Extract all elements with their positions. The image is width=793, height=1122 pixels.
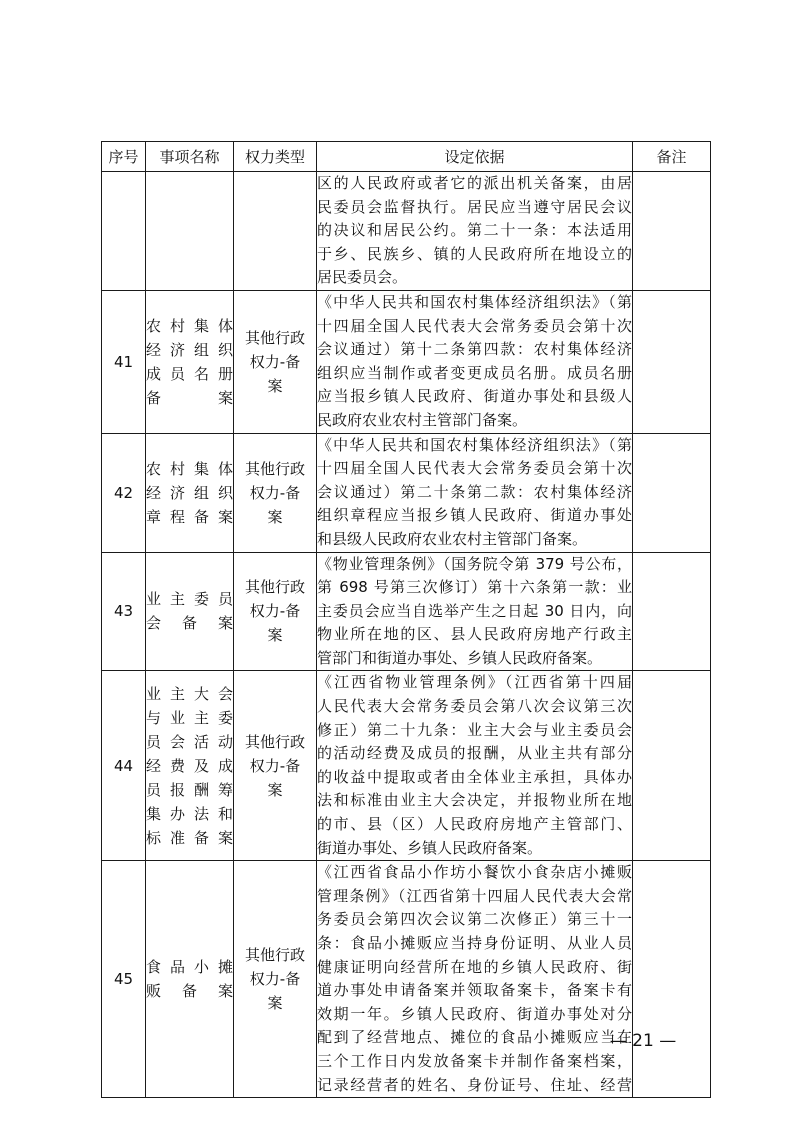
table-row xyxy=(102,552,711,671)
power-type-line: 其他行政 xyxy=(244,459,305,478)
legal-basis-line: 《物业管理条例》（国务院令第 379 号公布， xyxy=(317,554,632,573)
legal-basis-line: 条：食品小摊贩应当持身份证明、从业人员 xyxy=(317,934,632,952)
cell-legal-basis xyxy=(317,290,633,433)
cell-serial: 45 xyxy=(102,861,146,1098)
legal-basis-line: 和县级人民政府农业农村主管部门备案。 xyxy=(317,529,588,548)
header-serial: 序号 xyxy=(102,142,146,172)
legal-basis-line: 记录经营者的姓名、身份证号、住址、经营 xyxy=(317,1075,632,1094)
header-remarks: 备注 xyxy=(633,142,711,172)
legal-basis-line: 《江西省食品小作坊小餐饮小食杂店小摊贩 xyxy=(317,863,632,882)
table-row xyxy=(102,861,711,1098)
cell-remarks xyxy=(633,433,711,552)
cell-legal-basis xyxy=(317,172,633,291)
legal-basis-line: 管部门和街道办事处、乡镇人民政府备案。 xyxy=(317,648,603,667)
power-type-line: 权力-备 xyxy=(249,970,301,989)
legal-basis-line: 十四届全国人民代表大会常务委员会第十次 xyxy=(317,459,632,478)
cell-serial: 43 xyxy=(102,552,146,671)
cell-serial: 42 xyxy=(102,433,146,552)
item-name-line: 经济组织 xyxy=(146,340,233,359)
cell-power-type xyxy=(234,290,317,433)
table-row xyxy=(102,433,711,552)
item-name-line: 经济组织 xyxy=(146,483,233,502)
power-type-line: 其他行政 xyxy=(244,732,305,751)
legal-basis-line: 的收益中提取或者由全体业主承担，具体办 xyxy=(317,767,632,786)
legal-basis-line: 《江西省物业管理条例》（江西省第十四届 xyxy=(317,673,632,692)
cell-serial xyxy=(102,172,146,291)
legal-basis-line: 的市、县（区）人民政府房地产主管部门、 xyxy=(317,815,632,834)
cell-remarks xyxy=(633,861,711,1098)
item-name-line: 与业主委 xyxy=(146,708,233,727)
cell-remarks xyxy=(633,290,711,433)
cell-item-name xyxy=(146,433,234,552)
header-power-type: 权力类型 xyxy=(234,142,317,172)
legal-basis-line: 民委员会监督执行。居民应当遵守居民会议 xyxy=(317,197,632,216)
power-type-line: 案 xyxy=(267,507,283,526)
legal-basis-line: 民政府农业农村主管部门备案。 xyxy=(317,410,528,429)
cell-item-name xyxy=(146,290,234,433)
cell-power-type xyxy=(234,433,317,552)
power-type-line: 案 xyxy=(267,994,283,1013)
table-row xyxy=(102,671,711,861)
item-name-line: 贩备案 xyxy=(146,982,233,1001)
item-name-line: 章程备案 xyxy=(146,507,233,526)
legal-basis-line: 的决议和居民公约。第二十一条：本法适用 xyxy=(317,221,632,240)
legal-basis-line: 十四届全国人民代表大会常务委员会第十次 xyxy=(317,316,632,335)
legal-basis-line: 效期一年。乡镇人民政府、街道办事处对分 xyxy=(317,1004,632,1023)
legal-basis-line: 《中华人民共和国农村集体经济组织法》（第 xyxy=(317,435,632,454)
item-name-line: 成员名册 xyxy=(146,364,233,383)
legal-basis-line: 于乡、民族乡、镇的人民政府所在地设立的 xyxy=(317,244,632,263)
legal-basis-line: 法和标准由业主大会决定，并报物业所在地 xyxy=(317,791,632,810)
legal-basis-line: 区的人民政府或者它的派出机关备案，由居 xyxy=(317,174,632,192)
legal-basis-line: 的活动经费及成员的报酬，从业主共有部分 xyxy=(317,744,632,763)
cell-item-name xyxy=(146,861,234,1098)
power-type-line: 案 xyxy=(267,626,283,645)
table-row xyxy=(102,172,711,291)
legal-basis-line: 人民代表大会常务委员会第八次会议第三次 xyxy=(317,697,632,716)
cell-item-name xyxy=(146,172,234,291)
item-name-line: 农村集体 xyxy=(146,459,233,478)
item-name-line: 标准备案 xyxy=(146,828,233,847)
table-row xyxy=(102,290,711,433)
cell-power-type xyxy=(234,552,317,671)
legal-basis-line: 应当报乡镇人民政府、街道办事处和县级人 xyxy=(317,387,632,406)
legal-basis-line: 第 698 号第三次修订）第十六条第一款：业 xyxy=(317,578,632,597)
power-type-line: 权力-备 xyxy=(249,352,301,371)
item-name-line: 业主大会 xyxy=(146,684,233,703)
page-number: — 21 — xyxy=(609,1031,677,1051)
legal-basis-line: 道办事处申请备案并领取备案卡，备案卡有 xyxy=(317,981,632,1000)
item-name-line: 经费及成 xyxy=(146,756,233,775)
item-name-line: 农村集体 xyxy=(146,316,233,335)
power-type-line: 权力-备 xyxy=(249,483,301,502)
power-type-line: 权力-备 xyxy=(249,756,301,775)
power-type-line: 案 xyxy=(267,376,283,395)
legal-basis-line: 居民委员会。 xyxy=(317,268,408,287)
item-name-line: 员报酬筹 xyxy=(146,780,233,799)
cell-legal-basis xyxy=(317,861,633,1098)
cell-legal-basis xyxy=(317,552,633,671)
item-name-line: 业主委员 xyxy=(146,590,233,609)
cell-item-name xyxy=(146,671,234,861)
legal-basis-line: 街道办事处、乡镇人民政府备案。 xyxy=(317,838,543,857)
power-type-line: 权力-备 xyxy=(249,602,301,621)
legal-basis-line: 会议通过）第十二条第四款：农村集体经济 xyxy=(317,340,632,359)
legal-basis-line: 组织章程应当报乡镇人民政府、街道办事处 xyxy=(317,506,632,525)
cell-legal-basis xyxy=(317,433,633,552)
power-type-line: 案 xyxy=(267,780,283,799)
legal-basis-line: 组织应当制作或者变更成员名册。成员名册 xyxy=(317,363,632,382)
cell-power-type xyxy=(234,861,317,1098)
power-type-line: 其他行政 xyxy=(244,328,305,347)
legal-basis-line: 配到了经营地点、摊位的食品小摊贩应当在 xyxy=(317,1028,632,1047)
legal-basis-line: 三个工作日内发放备案卡并制作备案档案， xyxy=(317,1051,632,1070)
item-name-line: 会备案 xyxy=(146,614,233,633)
item-name-line: 集办法和 xyxy=(146,804,233,823)
cell-remarks xyxy=(633,552,711,671)
legal-basis-line: 务委员会第四次会议第二次修正）第三十一 xyxy=(317,910,632,929)
cell-item-name xyxy=(146,552,234,671)
cell-power-type xyxy=(234,671,317,861)
cell-remarks xyxy=(633,172,711,291)
header-legal-basis: 设定依据 xyxy=(317,142,633,172)
legal-basis-line: 会议通过）第二十条第二款：农村集体经济 xyxy=(317,482,632,501)
table-header-row xyxy=(102,142,711,172)
legal-basis-line: 《中华人民共和国农村集体经济组织法》（第 xyxy=(317,292,632,311)
cell-serial: 44 xyxy=(102,671,146,861)
item-name-line: 员会活动 xyxy=(146,732,233,751)
cell-power-type xyxy=(234,172,317,291)
power-type-line: 其他行政 xyxy=(244,946,305,965)
legal-basis-line: 健康证明向经营所在地的乡镇人民政府、街 xyxy=(317,957,632,976)
header-item-name: 事项名称 xyxy=(146,142,234,172)
cell-legal-basis xyxy=(317,671,633,861)
legal-basis-line: 物业所在地的区、县人民政府房地产行政主 xyxy=(317,625,632,644)
item-name-line: 备案 xyxy=(146,388,233,407)
cell-serial: 41 xyxy=(102,290,146,433)
legal-basis-line: 主委员会应当自选举产生之日起 30 日内，向 xyxy=(317,601,632,620)
cell-remarks xyxy=(633,671,711,861)
item-name-line: 食品小摊 xyxy=(146,958,233,977)
legal-basis-line: 管理条例》（江西省第十四届人民代表大会常 xyxy=(317,886,632,905)
items-table xyxy=(101,141,711,1098)
legal-basis-line: 修正）第二十九条：业主大会与业主委员会 xyxy=(317,720,632,739)
power-type-line: 其他行政 xyxy=(244,578,305,597)
